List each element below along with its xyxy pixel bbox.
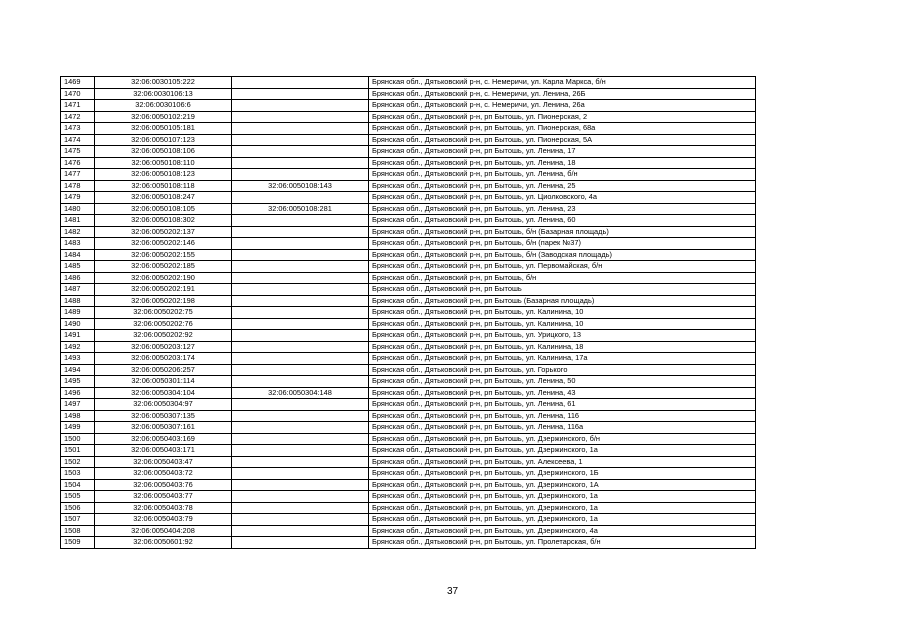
related-cadastral-number-cell	[232, 249, 369, 261]
cadastral-number-cell: 32:06:0050202:92	[95, 330, 232, 342]
address-cell: Брянская обл., Дятьковский р-н, рп Бытошь, ул. Ленина, 61	[369, 399, 756, 411]
row-number-cell: 1500	[61, 433, 95, 445]
address-cell: Брянская обл., Дятьковский р-н, рп Бытошь, ул. Первомайская, б/н	[369, 261, 756, 273]
cadastral-number-cell: 32:06:0050105:181	[95, 123, 232, 135]
row-number-cell: 1501	[61, 445, 95, 457]
cadastral-number-cell: 32:06:0050108:118	[95, 180, 232, 192]
address-cell: Брянская обл., Дятьковский р-н, рп Бытошь, ул. Ленина, 50	[369, 376, 756, 388]
related-cadastral-number-cell	[232, 77, 369, 89]
address-cell: Брянская обл., Дятьковский р-н, рп Бытошь, б/н (Базарная площадь)	[369, 226, 756, 238]
address-cell: Брянская обл., Дятьковский р-н, рп Бытошь, ул. Ленина, 23	[369, 203, 756, 215]
cadastral-number-cell: 32:06:0050304:97	[95, 399, 232, 411]
row-number-cell: 1491	[61, 330, 95, 342]
related-cadastral-number-cell: 32:06:0050108:281	[232, 203, 369, 215]
related-cadastral-number-cell	[232, 525, 369, 537]
address-cell: Брянская обл., Дятьковский р-н, рп Бытошь, ул. Калинина, 18	[369, 341, 756, 353]
related-cadastral-number-cell	[232, 284, 369, 296]
cadastral-number-cell: 32:06:0030106:13	[95, 88, 232, 100]
address-cell: Брянская обл., Дятьковский р-н, рп Бытошь, ул. Алексеева, 1	[369, 456, 756, 468]
address-cell: Брянская обл., Дятьковский р-н, рп Бытошь, ул. Калинина, 17а	[369, 353, 756, 365]
address-cell: Брянская обл., Дятьковский р-н, рп Бытошь, ул. Калинина, 10	[369, 318, 756, 330]
related-cadastral-number-cell	[232, 479, 369, 491]
row-number-cell: 1496	[61, 387, 95, 399]
row-number-cell: 1488	[61, 295, 95, 307]
related-cadastral-number-cell	[232, 376, 369, 388]
related-cadastral-number-cell	[232, 226, 369, 238]
related-cadastral-number-cell	[232, 341, 369, 353]
cadastral-number-cell: 32:06:0050403:78	[95, 502, 232, 514]
row-number-cell: 1482	[61, 226, 95, 238]
cadastral-number-cell: 32:06:0050307:135	[95, 410, 232, 422]
table-row	[61, 491, 756, 503]
address-cell: Брянская обл., Дятьковский р-н, рп Бытошь, б/н (Заводская площадь)	[369, 249, 756, 261]
table-row	[61, 514, 756, 526]
related-cadastral-number-cell	[232, 433, 369, 445]
table-row	[61, 456, 756, 468]
address-cell: Брянская обл., Дятьковский р-н, рп Бытошь, ул. Ленина, 25	[369, 180, 756, 192]
cadastral-number-cell: 32:06:0050108:123	[95, 169, 232, 181]
address-cell: Брянская обл., Дятьковский р-н, рп Бытошь, ул. Пролетарская, б/н	[369, 537, 756, 549]
related-cadastral-number-cell	[232, 100, 369, 112]
table-row	[61, 387, 756, 399]
address-cell: Брянская обл., Дятьковский р-н, рп Бытошь, ул. Дзержинского, 4а	[369, 525, 756, 537]
cadastral-number-cell: 32:06:0050202:76	[95, 318, 232, 330]
row-number-cell: 1477	[61, 169, 95, 181]
cadastral-number-cell: 32:06:0050403:171	[95, 445, 232, 457]
cadastral-number-cell: 32:06:0050403:77	[95, 491, 232, 503]
row-number-cell: 1508	[61, 525, 95, 537]
cadastral-number-cell: 32:06:0050203:174	[95, 353, 232, 365]
table-row	[61, 249, 756, 261]
row-number-cell: 1478	[61, 180, 95, 192]
address-cell: Брянская обл., Дятьковский р-н, рп Бытошь, ул. Дзержинского, б/н	[369, 433, 756, 445]
address-cell: Брянская обл., Дятьковский р-н, рп Бытошь (Базарная площадь)	[369, 295, 756, 307]
address-cell: Брянская обл., Дятьковский р-н, рп Бытошь, ул. Ленина, 18	[369, 157, 756, 169]
address-cell: Брянская обл., Дятьковский р-н, рп Бытошь, ул. Ленина, 116	[369, 410, 756, 422]
table-row	[61, 341, 756, 353]
table-row	[61, 238, 756, 250]
cadastral-number-cell: 32:06:0050304:104	[95, 387, 232, 399]
table-row	[61, 422, 756, 434]
row-number-cell: 1503	[61, 468, 95, 480]
table-row	[61, 180, 756, 192]
related-cadastral-number-cell	[232, 111, 369, 123]
table-row	[61, 502, 756, 514]
related-cadastral-number-cell	[232, 261, 369, 273]
related-cadastral-number-cell	[232, 272, 369, 284]
row-number-cell: 1509	[61, 537, 95, 549]
row-number-cell: 1505	[61, 491, 95, 503]
related-cadastral-number-cell	[232, 422, 369, 434]
address-cell: Брянская обл., Дятьковский р-н, рп Бытошь, ул. Циолковского, 4а	[369, 192, 756, 204]
address-cell: Брянская обл., Дятьковский р-н, рп Бытошь, б/н (парек №37)	[369, 238, 756, 250]
table-row	[61, 215, 756, 227]
property-table	[60, 76, 756, 549]
table-row	[61, 226, 756, 238]
related-cadastral-number-cell	[232, 238, 369, 250]
address-cell: Брянская обл., Дятьковский р-н, рп Бытошь, б/н	[369, 272, 756, 284]
cadastral-number-cell: 32:06:0050403:47	[95, 456, 232, 468]
related-cadastral-number-cell	[232, 307, 369, 319]
row-number-cell: 1502	[61, 456, 95, 468]
row-number-cell: 1506	[61, 502, 95, 514]
table-row	[61, 468, 756, 480]
address-cell: Брянская обл., Дятьковский р-н, рп Бытошь, ул. Ленина, 17	[369, 146, 756, 158]
cadastral-number-cell: 32:06:0050108:247	[95, 192, 232, 204]
row-number-cell: 1499	[61, 422, 95, 434]
row-number-cell: 1471	[61, 100, 95, 112]
row-number-cell: 1494	[61, 364, 95, 376]
address-cell: Брянская обл., Дятьковский р-н, рп Бытошь, ул. Горького	[369, 364, 756, 376]
related-cadastral-number-cell	[232, 169, 369, 181]
cadastral-number-cell: 32:06:0050404:208	[95, 525, 232, 537]
table-row	[61, 295, 756, 307]
cadastral-number-cell: 32:06:0050202:198	[95, 295, 232, 307]
cadastral-number-cell: 32:06:0050403:169	[95, 433, 232, 445]
cadastral-number-cell: 32:06:0050403:76	[95, 479, 232, 491]
related-cadastral-number-cell	[232, 468, 369, 480]
row-number-cell: 1497	[61, 399, 95, 411]
related-cadastral-number-cell	[232, 330, 369, 342]
cadastral-number-cell: 32:06:0050403:72	[95, 468, 232, 480]
cadastral-number-cell: 32:06:0050108:106	[95, 146, 232, 158]
related-cadastral-number-cell	[232, 502, 369, 514]
cadastral-number-cell: 32:06:0050108:110	[95, 157, 232, 169]
address-cell: Брянская обл., Дятьковский р-н, рп Бытошь, ул. Дзержинского, 1а	[369, 445, 756, 457]
row-number-cell: 1475	[61, 146, 95, 158]
table-row	[61, 537, 756, 549]
row-number-cell: 1476	[61, 157, 95, 169]
related-cadastral-number-cell	[232, 146, 369, 158]
table-row	[61, 318, 756, 330]
row-number-cell: 1493	[61, 353, 95, 365]
table-row	[61, 399, 756, 411]
address-cell: Брянская обл., Дятьковский р-н, рп Бытошь, ул. Дзержинского, 1а	[369, 514, 756, 526]
address-cell: Брянская обл., Дятьковский р-н, рп Бытошь	[369, 284, 756, 296]
cadastral-number-cell: 32:06:0050403:79	[95, 514, 232, 526]
table-row	[61, 330, 756, 342]
related-cadastral-number-cell	[232, 215, 369, 227]
row-number-cell: 1481	[61, 215, 95, 227]
related-cadastral-number-cell	[232, 134, 369, 146]
address-cell: Брянская обл., Дятьковский р-н, с. Немеричи, ул. Ленина, 26Б	[369, 88, 756, 100]
row-number-cell: 1485	[61, 261, 95, 273]
table-row	[61, 134, 756, 146]
cadastral-number-cell: 32:06:0050108:105	[95, 203, 232, 215]
cadastral-number-cell: 32:06:0050202:185	[95, 261, 232, 273]
table-row	[61, 376, 756, 388]
table-row	[61, 445, 756, 457]
table-row	[61, 169, 756, 181]
address-cell: Брянская обл., Дятьковский р-н, с. Немеричи, ул. Ленина, 26а	[369, 100, 756, 112]
row-number-cell: 1490	[61, 318, 95, 330]
cadastral-number-cell: 32:06:0050102:219	[95, 111, 232, 123]
related-cadastral-number-cell	[232, 537, 369, 549]
cadastral-number-cell: 32:06:0050202:190	[95, 272, 232, 284]
row-number-cell: 1472	[61, 111, 95, 123]
row-number-cell: 1480	[61, 203, 95, 215]
related-cadastral-number-cell: 32:06:0050304:148	[232, 387, 369, 399]
table-row	[61, 433, 756, 445]
cadastral-number-cell: 32:06:0050202:75	[95, 307, 232, 319]
related-cadastral-number-cell	[232, 88, 369, 100]
cadastral-number-cell: 32:06:0030106:6	[95, 100, 232, 112]
table-row	[61, 123, 756, 135]
table-row	[61, 146, 756, 158]
related-cadastral-number-cell	[232, 353, 369, 365]
table-row	[61, 192, 756, 204]
table-row	[61, 353, 756, 365]
related-cadastral-number-cell	[232, 456, 369, 468]
related-cadastral-number-cell	[232, 364, 369, 376]
address-cell: Брянская обл., Дятьковский р-н, рп Бытошь, ул. Урицкого, 13	[369, 330, 756, 342]
cadastral-number-cell: 32:06:0030105:222	[95, 77, 232, 89]
related-cadastral-number-cell	[232, 491, 369, 503]
address-cell: Брянская обл., Дятьковский р-н, рп Бытошь, ул. Пионерская, 2	[369, 111, 756, 123]
row-number-cell: 1484	[61, 249, 95, 261]
cadastral-number-cell: 32:06:0050206:257	[95, 364, 232, 376]
address-cell: Брянская обл., Дятьковский р-н, рп Бытошь, ул. Дзержинского, 1Б	[369, 468, 756, 480]
table-row	[61, 479, 756, 491]
cadastral-number-cell: 32:06:0050307:161	[95, 422, 232, 434]
address-cell: Брянская обл., Дятьковский р-н, рп Бытошь, ул. Ленина, б/н	[369, 169, 756, 181]
address-cell: Брянская обл., Дятьковский р-н, рп Бытошь, ул. Ленина, 60	[369, 215, 756, 227]
cadastral-number-cell: 32:06:0050601:92	[95, 537, 232, 549]
table-row	[61, 525, 756, 537]
address-cell: Брянская обл., Дятьковский р-н, рп Бытошь, ул. Ленина, 43	[369, 387, 756, 399]
related-cadastral-number-cell	[232, 318, 369, 330]
page-number: 37	[446, 586, 459, 597]
row-number-cell: 1498	[61, 410, 95, 422]
table-row	[61, 157, 756, 169]
cadastral-number-cell: 32:06:0050202:191	[95, 284, 232, 296]
related-cadastral-number-cell	[232, 192, 369, 204]
related-cadastral-number-cell	[232, 399, 369, 411]
cadastral-number-cell: 32:06:0050301:114	[95, 376, 232, 388]
cadastral-number-cell: 32:06:0050107:123	[95, 134, 232, 146]
address-cell: Брянская обл., Дятьковский р-н, рп Бытошь, ул. Ленина, 116а	[369, 422, 756, 434]
address-cell: Брянская обл., Дятьковский р-н, рп Бытошь, ул. Пионерская, 5А	[369, 134, 756, 146]
address-cell: Брянская обл., Дятьковский р-н, рп Бытошь, ул. Дзержинского, 1а	[369, 502, 756, 514]
table-body	[61, 77, 756, 549]
table-row	[61, 100, 756, 112]
row-number-cell: 1479	[61, 192, 95, 204]
cadastral-number-cell: 32:06:0050202:137	[95, 226, 232, 238]
related-cadastral-number-cell	[232, 410, 369, 422]
address-cell: Брянская обл., Дятьковский р-н, рп Бытошь, ул. Пионерская, 68а	[369, 123, 756, 135]
table-row	[61, 111, 756, 123]
cadastral-number-cell: 32:06:0050202:155	[95, 249, 232, 261]
table-row	[61, 307, 756, 319]
row-number-cell: 1507	[61, 514, 95, 526]
row-number-cell: 1474	[61, 134, 95, 146]
row-number-cell: 1469	[61, 77, 95, 89]
row-number-cell: 1504	[61, 479, 95, 491]
address-cell: Брянская обл., Дятьковский р-н, рп Бытошь, ул. Калинина, 10	[369, 307, 756, 319]
row-number-cell: 1492	[61, 341, 95, 353]
row-number-cell: 1486	[61, 272, 95, 284]
table-row	[61, 364, 756, 376]
address-cell: Брянская обл., Дятьковский р-н, с. Немеричи, ул. Карла Маркса, б/н	[369, 77, 756, 89]
related-cadastral-number-cell	[232, 514, 369, 526]
address-cell: Брянская обл., Дятьковский р-н, рп Бытошь, ул. Дзержинского, 1А	[369, 479, 756, 491]
related-cadastral-number-cell: 32:06:0050108:143	[232, 180, 369, 192]
related-cadastral-number-cell	[232, 295, 369, 307]
cadastral-number-cell: 32:06:0050202:146	[95, 238, 232, 250]
table-row	[61, 284, 756, 296]
table-row	[61, 272, 756, 284]
row-number-cell: 1487	[61, 284, 95, 296]
cadastral-number-cell: 32:06:0050203:127	[95, 341, 232, 353]
table-row	[61, 88, 756, 100]
row-number-cell: 1470	[61, 88, 95, 100]
related-cadastral-number-cell	[232, 445, 369, 457]
row-number-cell: 1495	[61, 376, 95, 388]
address-cell: Брянская обл., Дятьковский р-н, рп Бытошь, ул. Дзержинского, 1а	[369, 491, 756, 503]
table-row	[61, 410, 756, 422]
related-cadastral-number-cell	[232, 157, 369, 169]
row-number-cell: 1473	[61, 123, 95, 135]
row-number-cell: 1483	[61, 238, 95, 250]
table-row	[61, 261, 756, 273]
cadastral-number-cell: 32:06:0050108:302	[95, 215, 232, 227]
table-row	[61, 77, 756, 89]
row-number-cell: 1489	[61, 307, 95, 319]
related-cadastral-number-cell	[232, 123, 369, 135]
table-row	[61, 203, 756, 215]
